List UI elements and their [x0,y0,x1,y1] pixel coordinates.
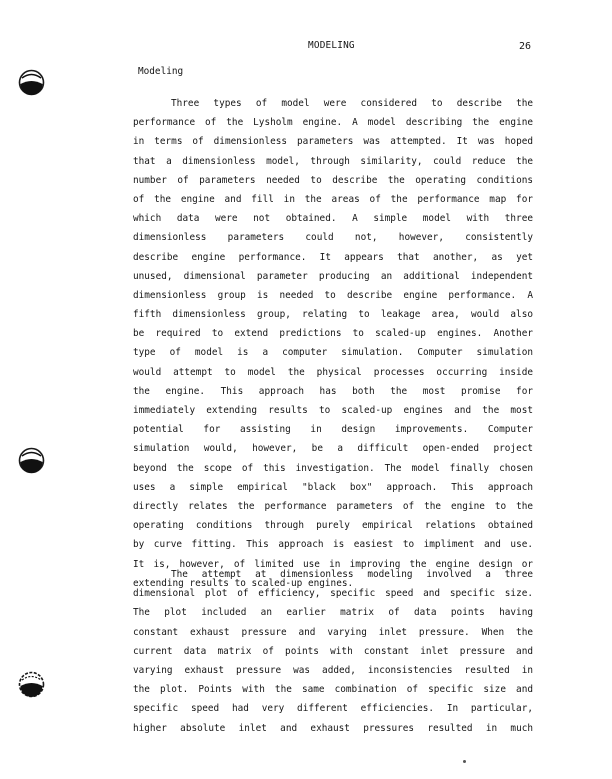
binder-hole-icon [18,69,45,96]
text-line: immediately extending results to scaled-up engines and the most [133,405,533,416]
text-line: varying exhaust pressure was added, inconsistencies resulted in [133,664,533,676]
scan-speck [463,760,466,763]
text-line: extending results to scaled-up engines. [133,577,354,589]
text-line: fifth dimensionless group, relating to leakage area, would also [133,309,533,321]
text-line: constant exhaust pressure and varying inlet pressure. When the [133,626,533,638]
text-line: directly relates the performance parameters of the engine to the [133,500,533,512]
body-paragraph [133,565,533,738]
text-line: in terms of dimensionless parameters was attempted. It was hoped [133,136,533,148]
text-line: dimensional plot of efficiency, specific speed and specific size. [133,588,533,600]
text-line: of the engine and fill in the areas of the performance map for [133,193,533,205]
running-title: MODELING [308,40,355,51]
text-line: The attempt at dimensionless modeling involved a three [171,569,533,580]
text-line: specific speed had very different efficiencies. In particular, [133,703,533,715]
binder-hole-icon [18,447,45,474]
text-line: that a dimensionless model, through similarity, could reduce the [133,155,533,167]
text-line: unused, dimensional parameter producing an additional independent [133,270,533,282]
text-line: would attempt to model the physical processes occurring inside [133,366,533,378]
text-line: dimensionless group is needed to describe engine performance. A [133,289,533,301]
text-line: The plot included an earlier matrix of data points having [133,607,533,619]
text-line: which data were not obtained. A simple model with three [133,213,533,225]
text-line: be required to extend predictions to scaled-up engines. Another [133,328,533,340]
text-line: type of model is a computer simulation. Computer simulation [133,347,533,359]
binder-hole-icon [18,671,45,698]
text-line: potential for assisting in design improvements. Computer [133,424,533,436]
text-line: number of parameters needed to describe the operating conditions [133,174,533,186]
text-line: by curve fitting. This approach is easiest to impliment and use. [133,539,533,551]
text-line: operating conditions through purely empirical relations obtained [133,520,533,532]
text-line: It is, however, of limited use in improving the engine design or [133,558,533,570]
text-line: performance of the Lysholm engine. A model describing the engine [133,117,533,129]
text-line: simulation would, however, be a difficult open-ended project [133,443,533,455]
section-heading: Modeling [138,66,184,77]
page-number: 26 [519,41,532,52]
text-line: the plot. Points with the same combination of specific size and [133,684,533,696]
text-line: uses a simple empirical "black box" approach. This approach [133,481,533,493]
text-line: higher absolute inlet and exhaust pressures resulted in much [133,722,533,734]
text-line: describe engine performance. It appears that another, as yet [133,251,533,263]
text-line: Three types of model were considered to describe the [171,98,533,109]
text-line: dimensionless parameters could not, however, consistently [133,232,533,244]
text-line: current data matrix of points with constant inlet pressure and [133,645,533,657]
text-line: the engine. This approach has both the most promise for [133,385,533,397]
body-paragraph [133,94,533,593]
text-line: beyond the scope of this investigation. The model finally chosen [133,462,533,474]
